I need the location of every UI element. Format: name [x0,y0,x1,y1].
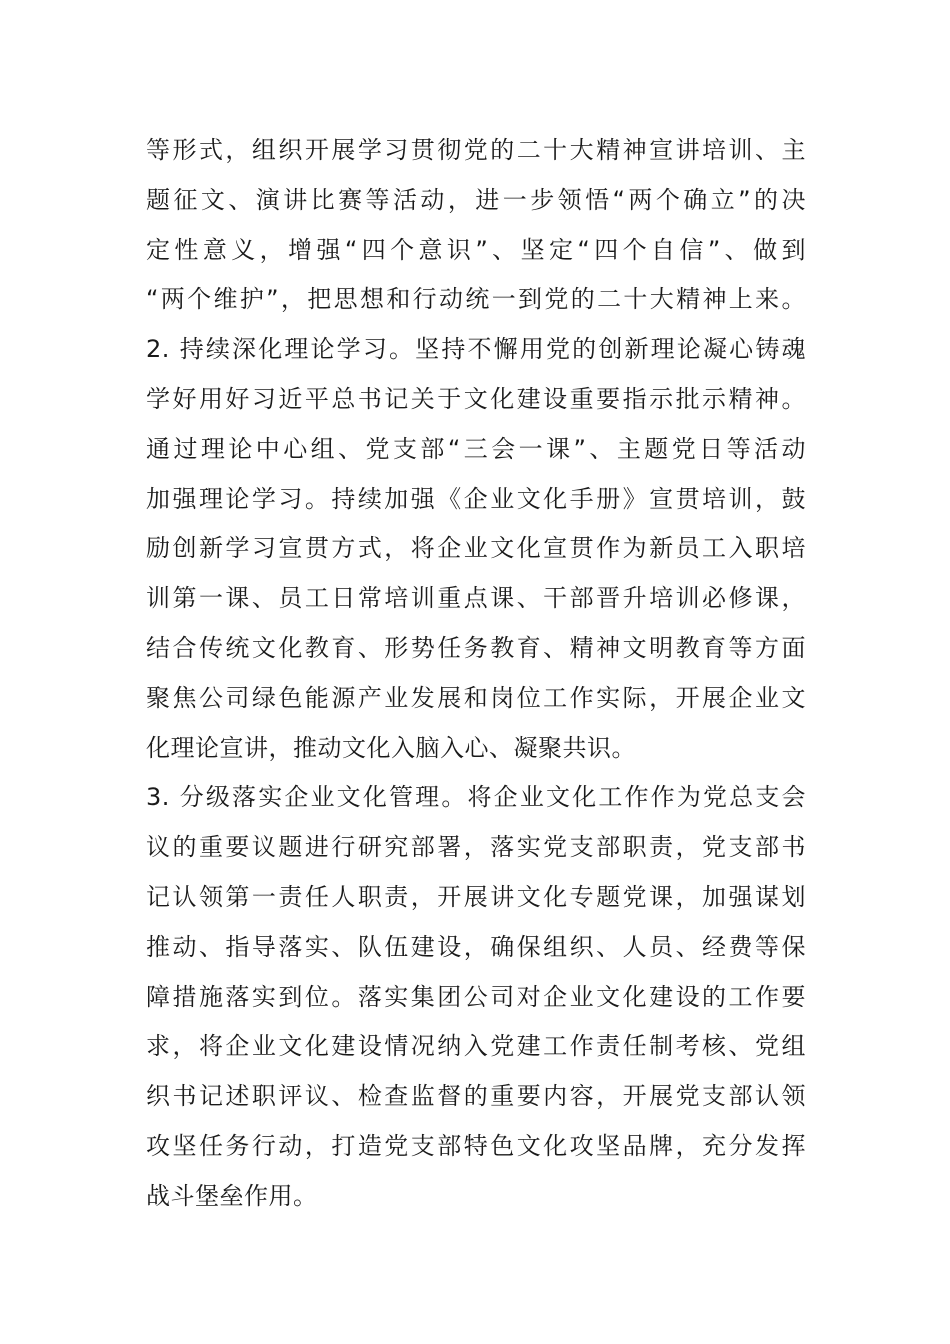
text-line: 学好用好习近平总书记关于文化建设重要指示批示精神。 [146,384,806,413]
text-line: 通过理论中心组、党支部“三会一课”、主题党日等活动 [146,434,806,463]
text-line: 定性意义，增强“四个意识”、坚定“四个自信”、做到 [146,235,806,264]
text-line: 记认领第一责任人职责，开展讲文化专题党课，加强谋划 [146,882,806,911]
text-line: 聚焦公司绿色能源产业发展和岗位工作实际，开展企业文 [146,683,806,712]
text-line: 3. 分级落实企业文化管理。将企业文化工作作为党总支会 [146,783,806,812]
text-line: 结合传统文化教育、形势任务教育、精神文明教育等方面 [146,633,806,662]
text-line: 加强理论学习。持续加强《企业文化手册》宣贯培训，鼓 [146,484,806,513]
text-line: 求，将企业文化建设情况纳入党建工作责任制考核、党组 [146,1032,806,1061]
text-line: 训第一课、员工日常培训重点课、干部晋升培训必修课， [146,584,806,613]
text-line: 攻坚任务行动，打造党支部特色文化攻坚品牌，充分发挥 [146,1131,806,1160]
text-line: 题征文、演讲比赛等活动，进一步领悟“两个确立”的决 [146,185,806,214]
text-line: 议的重要议题进行研究部署，落实党支部职责，党支部书 [146,833,806,862]
text-line: 战斗堡垒作用。 [146,1181,318,1210]
text-line: 化理论宣讲，推动文化入脑入心、凝聚共识。 [146,733,636,762]
text-line: “两个维护”，把思想和行动统一到党的二十大精神上来。 [146,285,806,314]
text-line: 织书记述职评议、检查监督的重要内容，开展党支部认领 [146,1082,806,1111]
text-line: 障措施落实到位。落实集团公司对企业文化建设的工作要 [146,982,806,1011]
paragraph-3 [146,773,806,1221]
paragraph-2 [146,325,806,773]
body-text [146,126,806,1222]
text-line: 等形式，组织开展学习贯彻党的二十大精神宣讲培训、主 [146,136,806,164]
paragraph-1 [146,126,806,325]
text-line: 励创新学习宣贯方式，将企业文化宣贯作为新员工入职培 [146,534,806,563]
text-line: 2. 持续深化理论学习。坚持不懈用党的创新理论凝心铸魂 [146,335,806,364]
text-line: 推动、指导落实、队伍建设，确保组织、人员、经费等保 [146,932,806,961]
